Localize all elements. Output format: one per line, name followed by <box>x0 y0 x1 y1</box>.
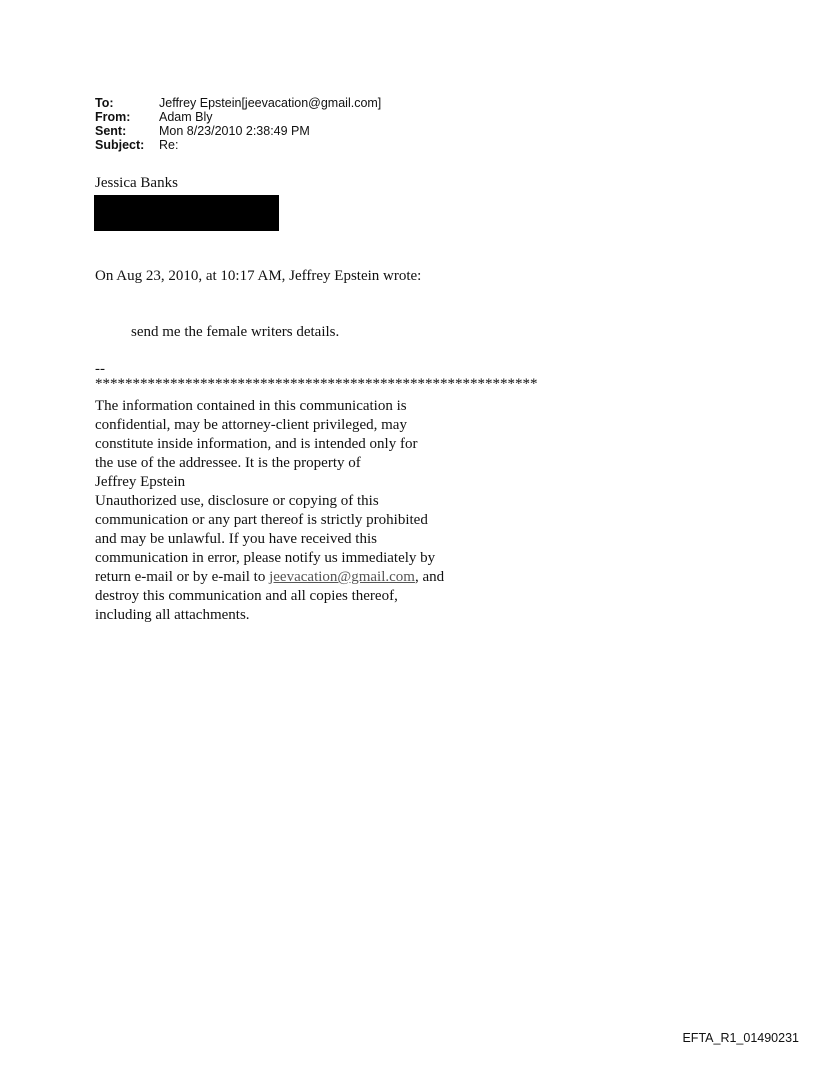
disclaimer-line: The information contained in this communication is <box>95 398 407 414</box>
redaction-block <box>94 195 279 231</box>
disclaimer-line: Jeffrey Epstein <box>95 474 186 490</box>
disclaimer-text: , and <box>414 569 445 585</box>
email-header <box>95 96 381 152</box>
disclaimer-line: Unauthorized use, disclosure or copying of this <box>95 493 379 509</box>
subject-value: Re: <box>159 138 179 152</box>
disclaimer-line: constitute inside information, and is intended only for <box>95 436 418 452</box>
disclaimer-line: the use of the addressee. It is the property of <box>95 455 361 471</box>
sent-label: Sent: <box>95 124 127 138</box>
disclaimer-line: including all attachments. <box>95 607 250 623</box>
quoted-message: send me the female writers details. <box>131 324 340 340</box>
signature-separator: -- <box>95 361 105 377</box>
disclaimer-line-with-link <box>95 568 535 587</box>
from-value: Adam Bly <box>159 110 213 124</box>
quote-attribution: On Aug 23, 2010, at 10:17 AM, Jeffrey Epstein wrote: <box>95 268 422 284</box>
to-label: To: <box>95 96 114 110</box>
header-subject-row <box>95 138 381 152</box>
header-sent-row <box>95 124 381 138</box>
to-value: Jeffrey Epstein[jeevacation@gmail.com] <box>159 96 382 110</box>
email-link[interactable]: jeevacation@gmail.com <box>269 569 415 585</box>
subject-label: Subject: <box>95 138 145 152</box>
document-id: EFTA_R1_01490231 <box>682 1031 799 1045</box>
sender-name: Jessica Banks <box>95 175 178 191</box>
disclaimer-text: return e-mail or by e-mail to <box>95 569 270 585</box>
disclaimer-line: destroy this communication and all copies thereof, <box>95 588 398 604</box>
signature-stars: *********************************************************** <box>95 376 538 392</box>
disclaimer-line: communication in error, please notify us immediately by <box>95 550 436 566</box>
disclaimer-line: communication or any part thereof is strictly prohibited <box>95 512 428 528</box>
header-to-row <box>95 96 381 110</box>
header-from-row <box>95 110 381 124</box>
from-label: From: <box>95 110 131 124</box>
confidentiality-disclaimer <box>95 397 535 625</box>
disclaimer-line: and may be unlawful. If you have received this <box>95 531 377 547</box>
disclaimer-line: confidential, may be attorney-client privileged, may <box>95 417 407 433</box>
sent-value: Mon 8/23/2010 2:38:49 PM <box>159 124 310 138</box>
